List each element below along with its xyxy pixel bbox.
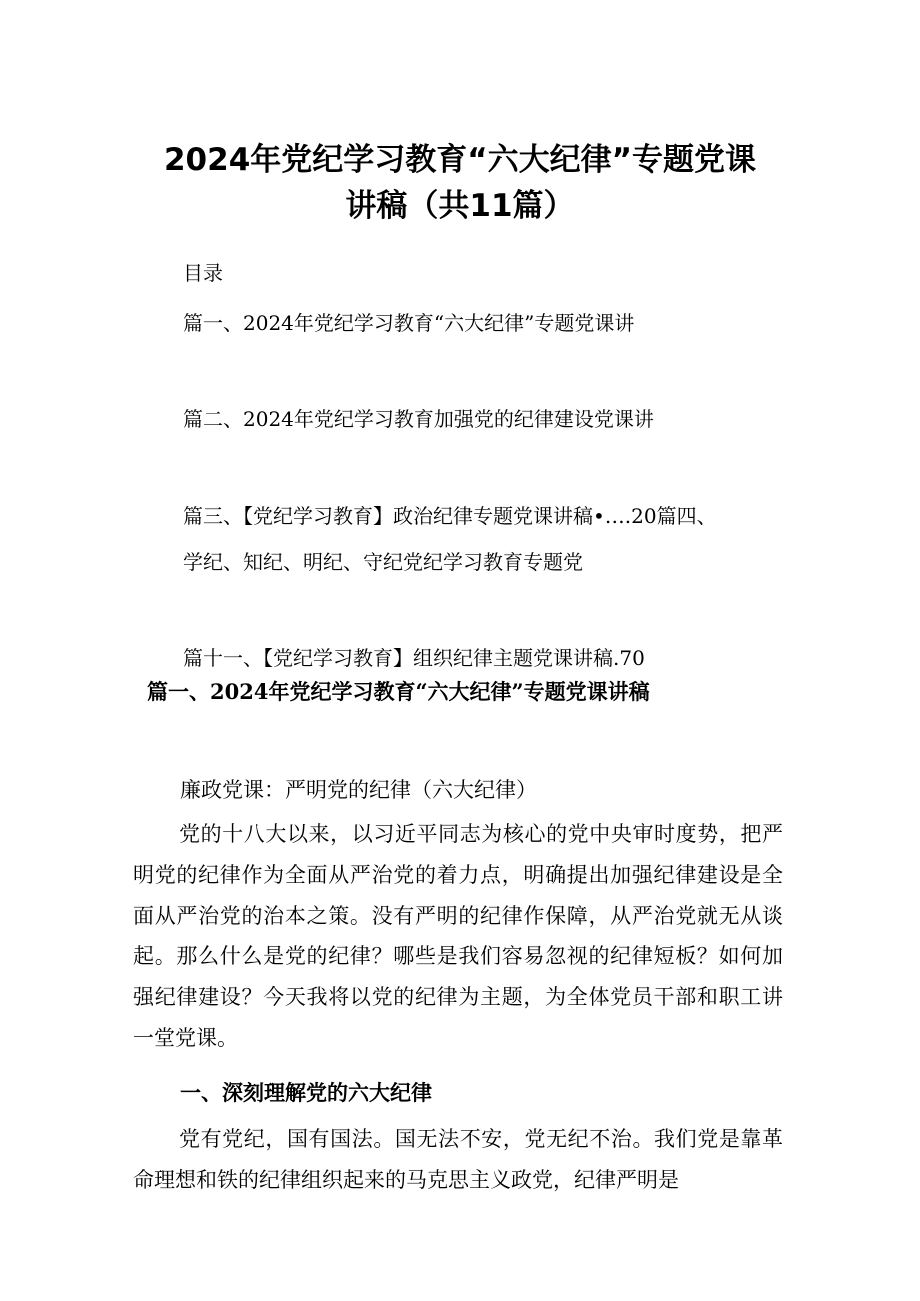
document-title-line2: 讲稿（共11篇） bbox=[345, 188, 575, 224]
heading-one: 一、深刻理解党的六大纪律 bbox=[180, 1080, 432, 1105]
toc-item-2[interactable]: 篇二、2024年党纪学习教育加强党的纪律建设党课讲 bbox=[183, 407, 654, 431]
toc-item-11[interactable]: 篇十一、【党纪学习教育】组织纪律主题党课讲稿.70 bbox=[183, 646, 645, 670]
lecture-subtitle: 廉政党课：严明党的纪律（六大纪律） bbox=[180, 778, 537, 802]
paragraph-intro: 党的十八大以来，以习近平同志为核心的党中央审时度势，把严明党的纪律作为全面从严治党的着力点，明确提出加强纪律建设是全面从严治党的治本之策。没有严明的纪律作保障，从严治党就无从谈起。那么什么是党的纪律？哪些是我们容易忽视的纪律短板？如何加强纪律建设？今天我将以党的纪律为主题，为全体党员干部和职工讲一堂党课。 bbox=[133, 822, 783, 1050]
document-title-line1: 2024年党纪学习教育“六大纪律”专题党课 bbox=[163, 142, 757, 178]
section-heading: 篇一、2024年党纪学习教育“六大纪律”专题党课讲稿 bbox=[147, 679, 650, 704]
toc-item-3[interactable]: 篇三、【党纪学习教育】政治纪律专题党课讲稿•….20篇四、 bbox=[183, 504, 717, 528]
toc-heading: 目录 bbox=[183, 261, 223, 285]
toc-item-4[interactable]: 学纪、知纪、明纪、守纪党纪学习教育专题党 bbox=[183, 550, 583, 574]
paragraph-discipline: 党有党纪，国有国法。国无法不安，党无纪不治。我们党是靠革命理想和铁的纪律组织起来的马克思主义政党，纪律严明是 bbox=[133, 1127, 783, 1192]
toc-item-1[interactable]: 篇一、2024年党纪学习教育“六大纪律”专题党课讲 bbox=[183, 311, 635, 335]
